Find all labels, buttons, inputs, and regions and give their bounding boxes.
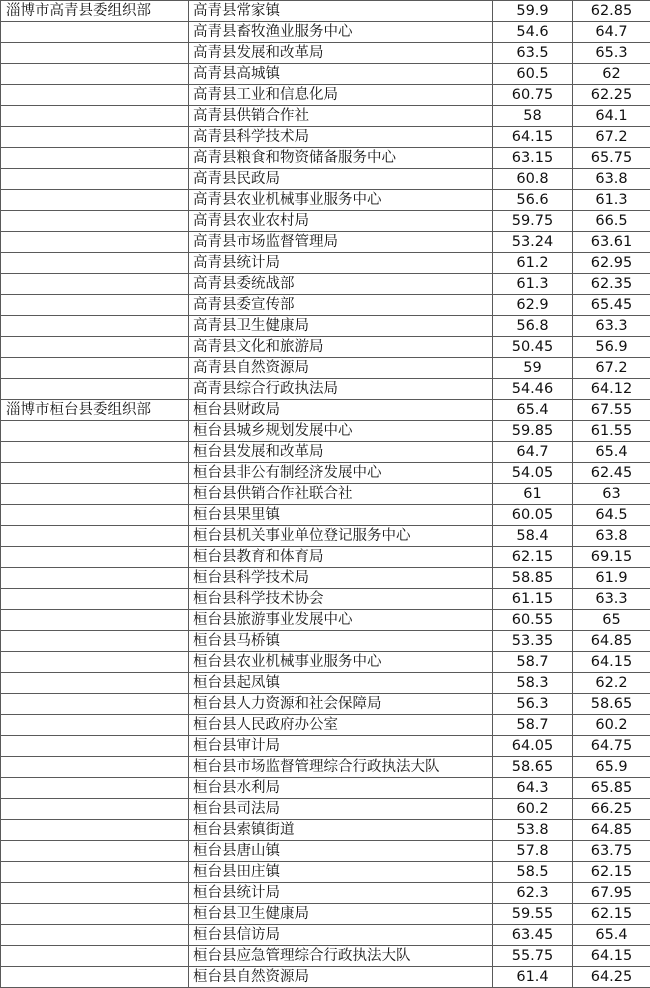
cell-score-1[interactable]: 61.4 — [493, 967, 573, 988]
table-row — [1, 904, 650, 925]
cell-score-1[interactable]: 64.3 — [493, 778, 573, 799]
cell-score-2[interactable]: 62.2 — [573, 673, 650, 694]
cell-score-1[interactable]: 61.3 — [493, 274, 573, 295]
cell-score-1[interactable]: 61 — [493, 484, 573, 505]
cell-score-1[interactable]: 58.3 — [493, 673, 573, 694]
cell-organization[interactable] — [1, 169, 189, 190]
cell-organization[interactable] — [1, 316, 189, 337]
cell-score-2[interactable]: 63.61 — [573, 232, 650, 253]
cell-unit[interactable]: 高青县卫生健康局 — [189, 316, 493, 337]
cell-score-2[interactable]: 64.5 — [573, 505, 650, 526]
table-row — [1, 841, 650, 862]
cell-score-1[interactable]: 50.45 — [493, 337, 573, 358]
cell-unit[interactable]: 桓台县教育和体育局 — [189, 547, 493, 568]
cell-score-1[interactable]: 63.5 — [493, 43, 573, 64]
cell-score-2[interactable]: 67.2 — [573, 127, 650, 148]
cell-organization[interactable] — [1, 946, 189, 967]
cell-unit[interactable]: 桓台县统计局 — [189, 883, 493, 904]
table-row — [1, 946, 650, 967]
table-row — [1, 778, 650, 799]
cell-unit[interactable]: 桓台县应急管理综合行政执法大队 — [189, 946, 493, 967]
cell-score-2[interactable]: 58.65 — [573, 694, 650, 715]
table-row — [1, 820, 650, 841]
cell-score-2[interactable]: 65 — [573, 610, 650, 631]
table-row — [1, 169, 650, 190]
table-row — [1, 127, 650, 148]
cell-score-2[interactable]: 62.25 — [573, 85, 650, 106]
cell-score-2[interactable]: 64.15 — [573, 652, 650, 673]
cell-unit[interactable]: 桓台县果里镇 — [189, 505, 493, 526]
cell-score-1[interactable]: 59.75 — [493, 211, 573, 232]
cell-score-1[interactable]: 60.55 — [493, 610, 573, 631]
cell-score-2[interactable]: 62.95 — [573, 253, 650, 274]
table-row — [1, 43, 650, 64]
cell-unit[interactable]: 桓台县机关事业单位登记服务中心 — [189, 526, 493, 547]
cell-organization[interactable] — [1, 274, 189, 295]
cell-score-1[interactable]: 58.7 — [493, 652, 573, 673]
cell-organization[interactable] — [1, 64, 189, 85]
cell-unit[interactable]: 桓台县司法局 — [189, 799, 493, 820]
table-row — [1, 232, 650, 253]
table-row — [1, 568, 650, 589]
table-row — [1, 148, 650, 169]
cell-organization[interactable] — [1, 253, 189, 274]
cell-score-1[interactable]: 55.75 — [493, 946, 573, 967]
table-row — [1, 736, 650, 757]
cell-unit[interactable]: 桓台县供销合作社联合社 — [189, 484, 493, 505]
cell-organization[interactable] — [1, 841, 189, 862]
cell-score-1[interactable]: 56.8 — [493, 316, 573, 337]
cell-score-1[interactable]: 60.75 — [493, 85, 573, 106]
cell-score-1[interactable]: 62.9 — [493, 295, 573, 316]
cell-organization[interactable] — [1, 106, 189, 127]
cell-unit[interactable]: 桓台县索镇街道 — [189, 820, 493, 841]
cell-organization[interactable] — [1, 127, 189, 148]
table-row — [1, 862, 650, 883]
table-row — [1, 757, 650, 778]
cell-organization[interactable] — [1, 589, 189, 610]
table-row — [1, 316, 650, 337]
cell-unit[interactable]: 高青县委统战部 — [189, 274, 493, 295]
cell-organization[interactable] — [1, 190, 189, 211]
cell-score-2[interactable]: 64.7 — [573, 22, 650, 43]
table-row — [1, 715, 650, 736]
cell-score-1[interactable]: 58.4 — [493, 526, 573, 547]
cell-score-2[interactable]: 63.8 — [573, 169, 650, 190]
table-row — [1, 967, 650, 988]
cell-score-2[interactable]: 67.55 — [573, 400, 650, 421]
table-row — [1, 106, 650, 127]
cell-organization[interactable] — [1, 820, 189, 841]
cell-score-1[interactable]: 53.35 — [493, 631, 573, 652]
cell-score-2[interactable]: 64.25 — [573, 967, 650, 988]
cell-organization[interactable] — [1, 568, 189, 589]
cell-organization[interactable] — [1, 148, 189, 169]
cell-score-1[interactable]: 58.85 — [493, 568, 573, 589]
cell-unit[interactable]: 桓台县人民政府办公室 — [189, 715, 493, 736]
table-row — [1, 484, 650, 505]
cell-score-2[interactable]: 63.3 — [573, 589, 650, 610]
cell-organization[interactable] — [1, 43, 189, 64]
cell-unit[interactable]: 高青县综合行政执法局 — [189, 379, 493, 400]
table-row — [1, 190, 650, 211]
cell-organization[interactable] — [1, 337, 189, 358]
cell-organization[interactable] — [1, 526, 189, 547]
cell-unit[interactable]: 桓台县起凤镇 — [189, 673, 493, 694]
cell-score-1[interactable]: 56.6 — [493, 190, 573, 211]
table-row — [1, 589, 650, 610]
cell-unit[interactable]: 桓台县唐山镇 — [189, 841, 493, 862]
cell-unit[interactable]: 高青县科学技术局 — [189, 127, 493, 148]
cell-score-1[interactable]: 59.9 — [493, 1, 573, 22]
cell-unit[interactable]: 高青县市场监督管理局 — [189, 232, 493, 253]
cell-organization[interactable] — [1, 463, 189, 484]
table-row — [1, 547, 650, 568]
cell-unit[interactable]: 桓台县科学技术局 — [189, 568, 493, 589]
cell-organization[interactable] — [1, 694, 189, 715]
cell-score-1[interactable]: 54.05 — [493, 463, 573, 484]
cell-organization[interactable] — [1, 610, 189, 631]
cell-unit[interactable]: 桓台县人力资源和社会保障局 — [189, 694, 493, 715]
table-row — [1, 652, 650, 673]
cell-unit[interactable]: 桓台县自然资源局 — [189, 967, 493, 988]
cell-score-2[interactable]: 61.9 — [573, 568, 650, 589]
cell-score-2[interactable]: 65.4 — [573, 442, 650, 463]
cell-unit[interactable]: 高青县高城镇 — [189, 64, 493, 85]
table-row — [1, 673, 650, 694]
cell-unit[interactable]: 桓台县旅游事业发展中心 — [189, 610, 493, 631]
cell-unit[interactable]: 高青县农业农村局 — [189, 211, 493, 232]
table-row — [1, 337, 650, 358]
cell-score-2[interactable]: 62 — [573, 64, 650, 85]
cell-score-1[interactable]: 53.24 — [493, 232, 573, 253]
cell-unit[interactable]: 高青县供销合作社 — [189, 106, 493, 127]
cell-score-2[interactable]: 64.85 — [573, 820, 650, 841]
cell-score-2[interactable]: 62.35 — [573, 274, 650, 295]
cell-score-1[interactable]: 54.46 — [493, 379, 573, 400]
cell-score-1[interactable]: 58.65 — [493, 757, 573, 778]
cell-score-1[interactable]: 61.15 — [493, 589, 573, 610]
cell-unit[interactable]: 桓台县发展和改革局 — [189, 442, 493, 463]
cell-unit[interactable]: 桓台县田庄镇 — [189, 862, 493, 883]
cell-score-2[interactable]: 63.75 — [573, 841, 650, 862]
cell-organization[interactable] — [1, 967, 189, 988]
cell-score-1[interactable]: 59 — [493, 358, 573, 379]
table-row — [1, 22, 650, 43]
table-row — [1, 211, 650, 232]
cell-score-1[interactable]: 65.4 — [493, 400, 573, 421]
cell-organization[interactable] — [1, 757, 189, 778]
cell-score-1[interactable]: 57.8 — [493, 841, 573, 862]
cell-unit[interactable]: 桓台县农业机械事业服务中心 — [189, 652, 493, 673]
cell-score-2[interactable]: 56.9 — [573, 337, 650, 358]
cell-score-1[interactable]: 62.15 — [493, 547, 573, 568]
table-row — [1, 799, 650, 820]
cell-score-1[interactable]: 60.5 — [493, 64, 573, 85]
cell-score-2[interactable]: 69.15 — [573, 547, 650, 568]
table-row — [1, 442, 650, 463]
cell-organization[interactable] — [1, 736, 189, 757]
table-row — [1, 295, 650, 316]
cell-score-1[interactable]: 56.3 — [493, 694, 573, 715]
cell-organization[interactable] — [1, 652, 189, 673]
cell-organization[interactable] — [1, 421, 189, 442]
cell-score-2[interactable]: 64.1 — [573, 106, 650, 127]
table-row — [1, 379, 650, 400]
cell-score-2[interactable]: 61.3 — [573, 190, 650, 211]
cell-score-2[interactable]: 64.12 — [573, 379, 650, 400]
cell-organization[interactable] — [1, 883, 189, 904]
table-body — [1, 1, 650, 988]
cell-organization[interactable] — [1, 778, 189, 799]
cell-unit[interactable]: 高青县统计局 — [189, 253, 493, 274]
cell-score-2[interactable]: 65.85 — [573, 778, 650, 799]
cell-score-1[interactable]: 61.2 — [493, 253, 573, 274]
cell-score-2[interactable]: 62.15 — [573, 862, 650, 883]
cell-unit[interactable]: 桓台县非公有制经济发展中心 — [189, 463, 493, 484]
table-row — [1, 85, 650, 106]
cell-organization[interactable]: 淄博市高青县委组织部 — [1, 1, 189, 22]
table-row — [1, 883, 650, 904]
cell-score-2[interactable]: 65.3 — [573, 43, 650, 64]
cell-score-2[interactable]: 63.8 — [573, 526, 650, 547]
cell-score-2[interactable]: 61.55 — [573, 421, 650, 442]
cell-score-1[interactable]: 64.7 — [493, 442, 573, 463]
cell-score-2[interactable]: 60.2 — [573, 715, 650, 736]
cell-score-1[interactable]: 58 — [493, 106, 573, 127]
cell-score-1[interactable]: 54.6 — [493, 22, 573, 43]
table-row — [1, 253, 650, 274]
cell-score-2[interactable]: 63.3 — [573, 316, 650, 337]
cell-unit[interactable]: 桓台县水利局 — [189, 778, 493, 799]
cell-score-1[interactable]: 62.3 — [493, 883, 573, 904]
cell-organization[interactable] — [1, 715, 189, 736]
cell-unit[interactable]: 高青县工业和信息化局 — [189, 85, 493, 106]
cell-score-1[interactable]: 60.2 — [493, 799, 573, 820]
cell-unit[interactable]: 高青县畜牧渔业服务中心 — [189, 22, 493, 43]
table-row — [1, 358, 650, 379]
cell-organization[interactable] — [1, 295, 189, 316]
cell-organization[interactable] — [1, 484, 189, 505]
cell-score-1[interactable]: 64.15 — [493, 127, 573, 148]
cell-score-1[interactable]: 53.8 — [493, 820, 573, 841]
cell-score-1[interactable]: 63.15 — [493, 148, 573, 169]
cell-score-2[interactable]: 66.25 — [573, 799, 650, 820]
table-row — [1, 631, 650, 652]
cell-organization[interactable] — [1, 442, 189, 463]
table-row — [1, 610, 650, 631]
cell-score-1[interactable]: 64.05 — [493, 736, 573, 757]
cell-organization[interactable] — [1, 22, 189, 43]
cell-score-2[interactable]: 62.15 — [573, 904, 650, 925]
cell-score-2[interactable]: 65.75 — [573, 148, 650, 169]
cell-unit[interactable]: 桓台县卫生健康局 — [189, 904, 493, 925]
cell-score-1[interactable]: 59.85 — [493, 421, 573, 442]
cell-unit[interactable]: 高青县自然资源局 — [189, 358, 493, 379]
cell-score-1[interactable]: 58.7 — [493, 715, 573, 736]
cell-organization[interactable] — [1, 799, 189, 820]
cell-organization[interactable] — [1, 673, 189, 694]
cell-unit[interactable]: 高青县常家镇 — [189, 1, 493, 22]
cell-unit[interactable]: 高青县文化和旅游局 — [189, 337, 493, 358]
cell-unit[interactable]: 高青县农业机械事业服务中心 — [189, 190, 493, 211]
cell-score-2[interactable]: 62.85 — [573, 1, 650, 22]
cell-score-2[interactable]: 64.85 — [573, 631, 650, 652]
cell-score-2[interactable]: 64.15 — [573, 946, 650, 967]
table-row — [1, 64, 650, 85]
cell-organization[interactable]: 淄博市桓台县委组织部 — [1, 400, 189, 421]
table-row — [1, 526, 650, 547]
cell-organization[interactable] — [1, 85, 189, 106]
table-row — [1, 694, 650, 715]
cell-unit[interactable]: 高青县委宣传部 — [189, 295, 493, 316]
cell-score-2[interactable]: 67.2 — [573, 358, 650, 379]
cell-unit[interactable]: 桓台县科学技术协会 — [189, 589, 493, 610]
cell-unit[interactable]: 桓台县马桥镇 — [189, 631, 493, 652]
cell-score-2[interactable]: 64.75 — [573, 736, 650, 757]
cell-organization[interactable] — [1, 631, 189, 652]
cell-score-2[interactable]: 66.5 — [573, 211, 650, 232]
table-row — [1, 421, 650, 442]
cell-score-1[interactable]: 63.45 — [493, 925, 573, 946]
cell-score-2[interactable]: 62.45 — [573, 463, 650, 484]
cell-organization[interactable] — [1, 505, 189, 526]
cell-organization[interactable] — [1, 211, 189, 232]
cell-organization[interactable] — [1, 232, 189, 253]
cell-organization[interactable] — [1, 547, 189, 568]
cell-organization[interactable] — [1, 904, 189, 925]
cell-unit[interactable]: 桓台县市场监督管理综合行政执法大队 — [189, 757, 493, 778]
cell-score-2[interactable]: 65.9 — [573, 757, 650, 778]
cell-score-2[interactable]: 65.4 — [573, 925, 650, 946]
table-row — [1, 400, 650, 421]
cell-score-1[interactable]: 60.8 — [493, 169, 573, 190]
cell-unit[interactable]: 桓台县审计局 — [189, 736, 493, 757]
cell-unit[interactable]: 高青县民政局 — [189, 169, 493, 190]
cell-unit[interactable]: 高青县粮食和物资储备服务中心 — [189, 148, 493, 169]
cell-score-1[interactable]: 58.5 — [493, 862, 573, 883]
cell-organization[interactable] — [1, 358, 189, 379]
cell-score-2[interactable]: 67.95 — [573, 883, 650, 904]
cell-organization[interactable] — [1, 862, 189, 883]
cell-score-2[interactable]: 65.45 — [573, 295, 650, 316]
cell-score-1[interactable]: 60.05 — [493, 505, 573, 526]
cell-score-1[interactable]: 59.55 — [493, 904, 573, 925]
table-row — [1, 274, 650, 295]
cell-unit[interactable]: 高青县发展和改革局 — [189, 43, 493, 64]
cell-organization[interactable] — [1, 925, 189, 946]
table-row — [1, 925, 650, 946]
table-row — [1, 463, 650, 484]
cell-unit[interactable]: 桓台县信访局 — [189, 925, 493, 946]
table-row — [1, 505, 650, 526]
cell-score-2[interactable]: 63 — [573, 484, 650, 505]
cell-unit[interactable]: 桓台县财政局 — [189, 400, 493, 421]
table-row — [1, 1, 650, 22]
cell-organization[interactable] — [1, 379, 189, 400]
cell-unit[interactable]: 桓台县城乡规划发展中心 — [189, 421, 493, 442]
